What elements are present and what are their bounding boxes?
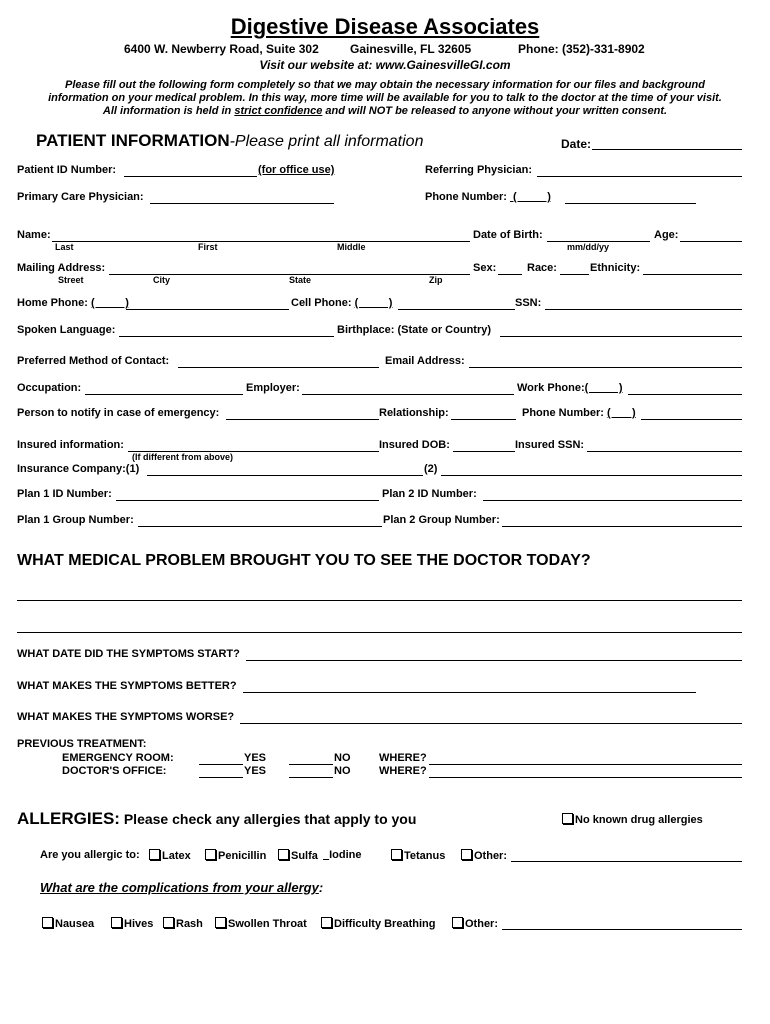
rash-text: Rash bbox=[176, 918, 203, 930]
emergency-field[interactable] bbox=[226, 419, 379, 420]
symptoms-start-label: WHAT DATE DID THE SYMPTOMS START? bbox=[17, 648, 240, 660]
office-where-field[interactable] bbox=[429, 777, 742, 778]
intro-line-1: Please fill out the following form completely so that we may obtain the necessary information for our files and background bbox=[65, 79, 705, 91]
page-title: Digestive Disease Associates bbox=[230, 14, 540, 39]
office-label: DOCTOR'S OFFICE: bbox=[62, 765, 167, 777]
last-hint: Last bbox=[55, 242, 74, 252]
emergency-phone-text: Phone Number: bbox=[522, 407, 604, 419]
allergies-subtitle: Please check any allergies that apply to you bbox=[119, 811, 417, 827]
plan1-group-field[interactable] bbox=[138, 526, 382, 527]
reaction-nausea[interactable] bbox=[42, 917, 94, 930]
street-hint: Street bbox=[58, 275, 84, 285]
er-yes-field[interactable] bbox=[199, 764, 243, 765]
date-field[interactable] bbox=[592, 149, 742, 150]
insured-dob-field[interactable] bbox=[453, 451, 515, 452]
reaction-hives[interactable] bbox=[111, 917, 153, 930]
first-hint: First bbox=[198, 242, 218, 252]
address: 6400 W. Newberry Road, Suite 302 bbox=[124, 42, 319, 56]
reaction-other[interactable] bbox=[452, 917, 498, 930]
patient-id-field[interactable] bbox=[124, 176, 257, 177]
allergy-other[interactable] bbox=[461, 849, 507, 862]
er-where-field[interactable] bbox=[429, 764, 742, 765]
plan1-group-label: Plan 1 Group Number: bbox=[17, 514, 134, 526]
dob-hint: mm/dd/yy bbox=[567, 242, 610, 252]
dob-label: Date of Birth: bbox=[473, 229, 543, 241]
employer-label: Employer: bbox=[246, 382, 300, 394]
other-checkbox[interactable] bbox=[461, 849, 472, 860]
medical-problem-line-2[interactable] bbox=[17, 632, 742, 633]
emergency-phone-label bbox=[522, 407, 636, 419]
allergies-title: ALLERGIES: bbox=[17, 809, 120, 828]
symptoms-worse-field[interactable] bbox=[240, 723, 742, 724]
office-where-label: WHERE? bbox=[379, 765, 427, 777]
sulfa-checkbox[interactable] bbox=[278, 849, 289, 860]
no-known-allergies-checkbox[interactable] bbox=[562, 813, 573, 824]
symptoms-better-field[interactable] bbox=[243, 692, 696, 693]
phone-number-label bbox=[425, 191, 551, 203]
penicillin-checkbox[interactable] bbox=[205, 849, 216, 860]
symptoms-start-field[interactable] bbox=[246, 660, 742, 661]
complications-colon: : bbox=[318, 880, 324, 895]
patient-info-title: PATIENT INFORMATION bbox=[36, 131, 230, 150]
medical-problem-line-1[interactable] bbox=[17, 600, 742, 601]
contact-field[interactable] bbox=[178, 367, 379, 368]
relationship-field[interactable] bbox=[451, 419, 516, 420]
phone-number-area[interactable]: ( ) bbox=[509, 191, 551, 203]
symptoms-worse-label: WHAT MAKES THE SYMPTOMS WORSE? bbox=[17, 711, 235, 723]
allergy-iodine[interactable] bbox=[323, 849, 362, 861]
insurance-company-label: Insurance Company:(1) bbox=[17, 463, 140, 475]
intro-3c: and will NOT be released to anyone without your written consent. bbox=[322, 105, 668, 117]
er-where-label: WHERE? bbox=[379, 752, 427, 764]
cell-phone-label bbox=[291, 297, 392, 309]
work-phone-text: Work Phone: bbox=[517, 382, 585, 394]
difficulty-breathing-text: Difficulty Breathing bbox=[334, 918, 436, 930]
home-phone-area[interactable]: ( ) bbox=[90, 297, 129, 309]
relationship-label: Relationship: bbox=[379, 407, 449, 419]
language-field[interactable] bbox=[119, 336, 334, 337]
reaction-difficulty-breathing[interactable] bbox=[321, 917, 435, 930]
reaction-rash[interactable] bbox=[163, 917, 203, 930]
race-label: Race: bbox=[527, 262, 557, 274]
ssn-label: SSN: bbox=[515, 297, 542, 309]
er-no-field[interactable] bbox=[289, 764, 333, 765]
tetanus-text: Tetanus bbox=[404, 850, 446, 862]
strict-confidence: strict confidence bbox=[234, 105, 323, 117]
office-use-note: (for office use) bbox=[258, 164, 335, 176]
nausea-checkbox[interactable] bbox=[42, 917, 53, 928]
home-phone-field[interactable] bbox=[126, 309, 289, 310]
employer-field[interactable] bbox=[302, 394, 514, 395]
email-label: Email Address: bbox=[385, 355, 465, 367]
no-known-allergies-text: No known drug allergies bbox=[575, 814, 703, 826]
other-text: Other: bbox=[474, 850, 507, 862]
patient-info-subtitle: -Please print all information bbox=[229, 133, 424, 150]
sex-field[interactable] bbox=[498, 274, 522, 275]
allergy-tetanus[interactable] bbox=[391, 849, 445, 862]
allergy-latex[interactable] bbox=[149, 849, 191, 862]
date-label: Date: bbox=[561, 137, 592, 151]
if-different-hint: (If different from above) bbox=[132, 452, 234, 462]
iodine-text: Iodine bbox=[329, 849, 362, 861]
insured-info-label: Insured information: bbox=[17, 439, 124, 451]
patient-id-label: Patient ID Number: bbox=[17, 164, 117, 176]
name-field[interactable] bbox=[52, 241, 470, 242]
referring-field[interactable] bbox=[537, 176, 742, 177]
emergency-label: Person to notify in case of emergency: bbox=[17, 407, 220, 419]
emergency-phone-field[interactable] bbox=[641, 419, 742, 420]
no-known-allergies[interactable] bbox=[562, 813, 703, 826]
mailing-label: Mailing Address: bbox=[17, 262, 106, 274]
reaction-other-text: Other: bbox=[465, 918, 498, 930]
sex-label: Sex: bbox=[473, 262, 497, 274]
complications-text: What are the complications from your allergy bbox=[40, 880, 319, 895]
plan2-group-field[interactable] bbox=[502, 526, 742, 527]
work-phone-field[interactable] bbox=[628, 394, 742, 395]
insured-ssn-field[interactable] bbox=[587, 451, 742, 452]
allergic-to-label: Are you allergic to: bbox=[40, 849, 140, 861]
intro-3a: All information is held in bbox=[102, 105, 235, 117]
ethnicity-label: Ethnicity: bbox=[590, 262, 641, 274]
symptoms-better-label: WHAT MAKES THE SYMPTOMS BETTER? bbox=[17, 680, 237, 692]
phone-number-field[interactable] bbox=[565, 203, 696, 204]
hives-checkbox[interactable] bbox=[111, 917, 122, 928]
allergy-other-field[interactable] bbox=[511, 861, 742, 862]
zip-hint: Zip bbox=[429, 275, 443, 285]
rash-checkbox[interactable] bbox=[163, 917, 174, 928]
cell-phone-text: Cell Phone: bbox=[291, 297, 352, 309]
office-no-label: NO bbox=[334, 765, 351, 777]
patient-info-heading bbox=[36, 131, 423, 151]
complications-heading bbox=[40, 880, 323, 895]
birthplace-label: Birthplace: (State or Country) bbox=[337, 324, 492, 336]
office-yes-field[interactable] bbox=[199, 777, 243, 778]
medical-problem-heading: WHAT MEDICAL PROBLEM BROUGHT YOU TO SEE THE DOCTOR TODAY? bbox=[17, 552, 591, 569]
penicillin-text: Penicillin bbox=[218, 850, 267, 862]
sulfa-text: Sulfa bbox=[291, 850, 318, 862]
city-state-zip: Gainesville, FL 32605 bbox=[350, 42, 472, 56]
plan2-id-field[interactable] bbox=[483, 500, 742, 501]
cell-phone-area[interactable]: ( ) bbox=[354, 297, 393, 309]
work-phone-label bbox=[517, 382, 623, 394]
intro-line-3 bbox=[0, 105, 770, 117]
referring-label: Referring Physician: bbox=[425, 164, 532, 176]
difficulty-breathing-checkbox[interactable] bbox=[321, 917, 332, 928]
state-hint: State bbox=[289, 275, 312, 285]
allergy-sulfa[interactable] bbox=[278, 849, 318, 862]
work-phone-area[interactable]: ( ) bbox=[584, 382, 623, 394]
hives-text: Hives bbox=[124, 918, 154, 930]
age-label: Age: bbox=[654, 229, 679, 241]
reaction-other-field[interactable] bbox=[502, 929, 742, 930]
race-field[interactable] bbox=[560, 274, 589, 275]
allergy-penicillin[interactable] bbox=[205, 849, 266, 862]
middle-hint: Middle bbox=[337, 242, 366, 252]
birthplace-field[interactable] bbox=[500, 336, 742, 337]
er-no-label: NO bbox=[334, 752, 351, 764]
insured-ssn-label: Insured SSN: bbox=[515, 439, 585, 451]
website: Visit our website at: www.GainesvilleGI.com bbox=[259, 58, 511, 72]
city-hint: City bbox=[153, 275, 171, 285]
age-field[interactable] bbox=[680, 241, 742, 242]
emergency-phone-area[interactable]: ( ) bbox=[606, 407, 636, 419]
ethnicity-field[interactable] bbox=[643, 274, 742, 275]
previous-treatment-label: PREVIOUS TREATMENT: bbox=[17, 738, 147, 750]
plan1-id-label: Plan 1 ID Number: bbox=[17, 488, 112, 500]
allergies-heading bbox=[17, 809, 416, 829]
plan2-group-label: Plan 2 Group Number: bbox=[383, 514, 500, 526]
nausea-text: Nausea bbox=[55, 918, 95, 930]
latex-checkbox[interactable] bbox=[149, 849, 160, 860]
occupation-field[interactable] bbox=[85, 394, 243, 395]
office-phone: Phone: (352)-331-8902 bbox=[518, 42, 645, 56]
pcp-label: Primary Care Physician: bbox=[17, 191, 144, 203]
office-yes-label: YES bbox=[244, 765, 267, 777]
office-no-field[interactable] bbox=[289, 777, 333, 778]
er-yes-label: YES bbox=[244, 752, 267, 764]
home-phone-label bbox=[17, 297, 129, 309]
intro-line-2: information on your medical problem. In this way, more time will be available for you to talk to the doctor at the time of your visit. bbox=[48, 92, 722, 104]
pcp-field[interactable] bbox=[150, 203, 334, 204]
swollen-throat-text: Swollen Throat bbox=[228, 918, 307, 930]
insurance-2-label: (2) bbox=[424, 463, 438, 475]
home-phone-text: Home Phone: bbox=[17, 297, 88, 309]
contact-label: Preferred Method of Contact: bbox=[17, 355, 170, 367]
plan2-id-label: Plan 2 ID Number: bbox=[382, 488, 477, 500]
reaction-other-checkbox[interactable] bbox=[452, 917, 463, 928]
ssn-field[interactable] bbox=[545, 309, 742, 310]
swollen-throat-checkbox[interactable] bbox=[215, 917, 226, 928]
phone-number-text: Phone Number: bbox=[425, 191, 507, 203]
insured-dob-label: Insured DOB: bbox=[379, 439, 450, 451]
insurance-company-2-field[interactable] bbox=[441, 475, 742, 476]
tetanus-checkbox[interactable] bbox=[391, 849, 402, 860]
latex-text: Latex bbox=[162, 850, 191, 862]
er-label: EMERGENCY ROOM: bbox=[62, 752, 174, 764]
occupation-label: Occupation: bbox=[17, 382, 82, 394]
name-label: Name: bbox=[17, 229, 51, 241]
reaction-swollen-throat[interactable] bbox=[215, 917, 307, 930]
language-label: Spoken Language: bbox=[17, 324, 116, 336]
cell-phone-field[interactable] bbox=[398, 309, 515, 310]
plan1-id-field[interactable] bbox=[116, 500, 379, 501]
email-field[interactable] bbox=[469, 367, 742, 368]
insurance-company-1-field[interactable] bbox=[147, 475, 423, 476]
